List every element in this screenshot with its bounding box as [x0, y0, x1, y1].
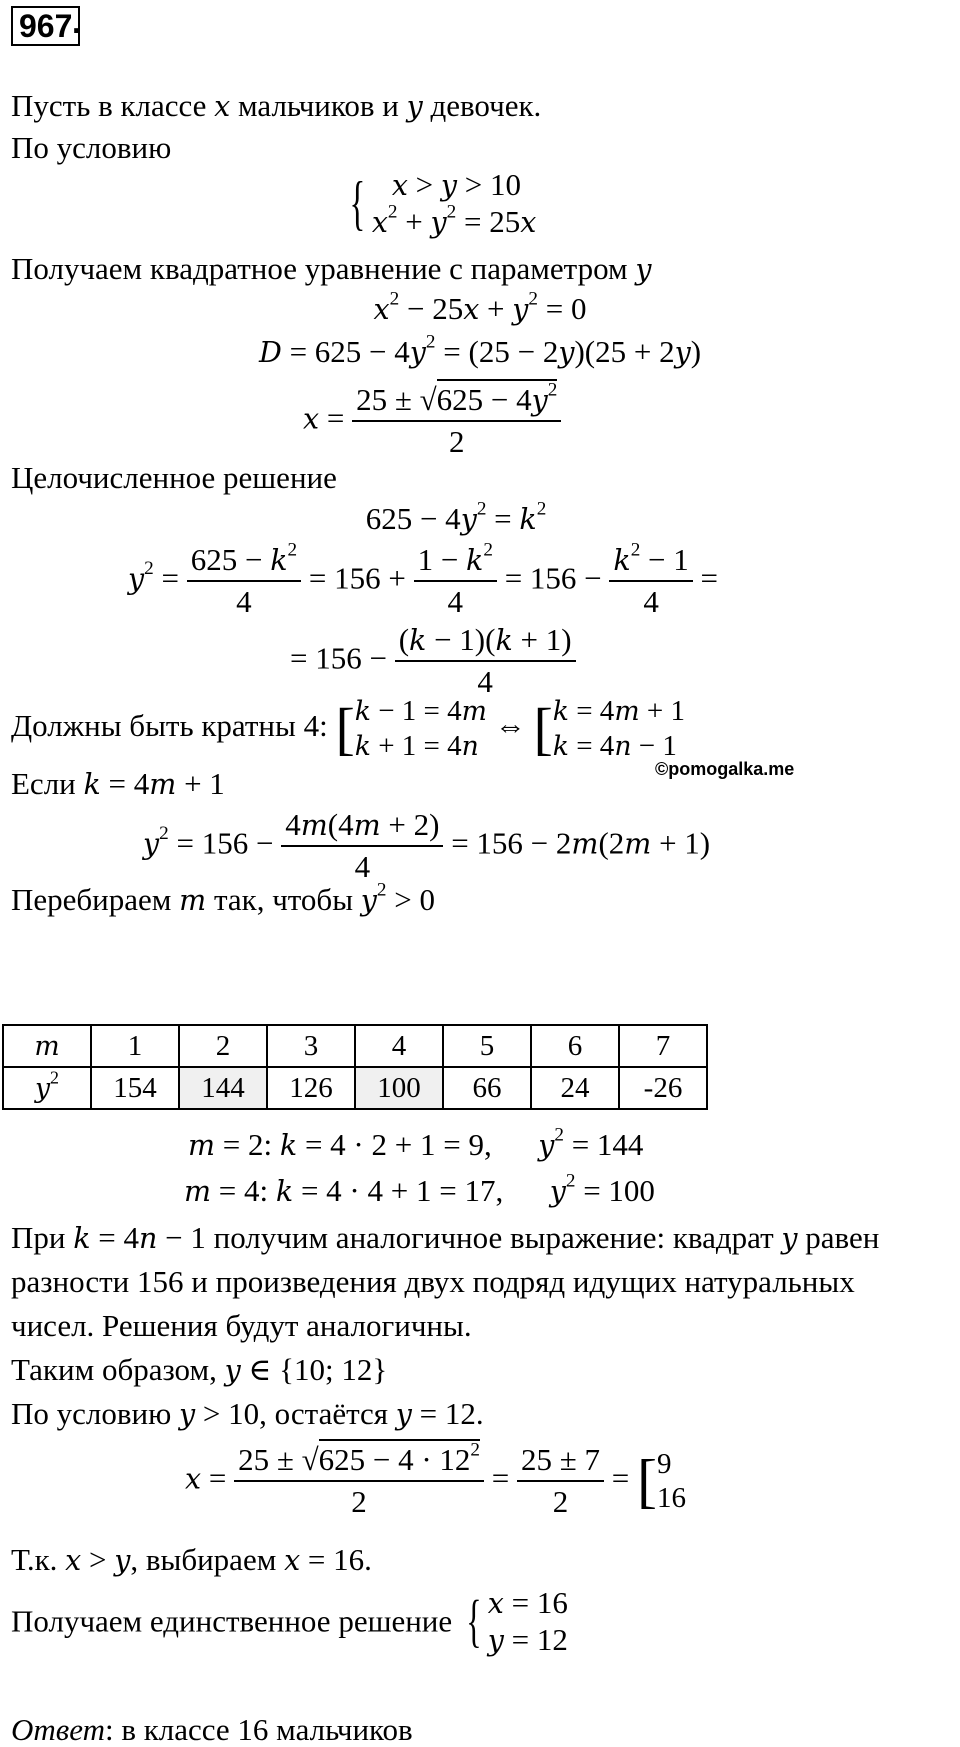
text-pust: Пусть в классе — [11, 88, 207, 123]
eq-quadratic: $x^2 - 25x + y^2 = 0$ — [373, 288, 587, 326]
table-cell: 5 — [443, 1025, 531, 1067]
text-quadratic: Получаем квадратное уравнение с параметром — [11, 251, 628, 286]
case-m4: m = 4: k = 4 · 4 + 1 = 17, $y^2 = 100$ — [184, 1170, 655, 1208]
text-remains: , остаётся — [259, 1396, 389, 1431]
table-cell: 24 — [531, 1067, 619, 1109]
text-thus: Таким образом, — [11, 1352, 217, 1387]
problem-number-dot: . — [72, 4, 81, 40]
text-when: При — [11, 1220, 66, 1255]
eq-x-final: x = $\frac{25 \pm √625 - 4 \cdot 12^2}{2}$ = $\frac{25 \pm 7}{2}$ = [ 9 16 — [185, 1439, 686, 1520]
table-cell: 154 — [91, 1067, 179, 1109]
answer-text: : в классе 16 мальчиков — [104, 1712, 413, 1747]
text-enumerate: Перебираем — [11, 882, 172, 917]
choose-line: Т.к. x > y, выбираем x = 16. — [11, 1542, 372, 1577]
table-cell: 2 — [179, 1025, 267, 1067]
eq-y2-m: $y^2 = 156$ − $\frac{4m(4m + 2)}{4}$ = 156 − 2m(2m + 1) — [143, 807, 711, 885]
enumerate-line: Перебираем m так, чтобы $y^2 > 0$ — [11, 879, 435, 917]
eq-discriminant: $D = 625 - 4y^2 = (25 - 2y)(25 + 2y)$ — [258, 331, 702, 369]
answer-label: Ответ — [11, 1712, 105, 1747]
case-n-line: При k = 4n − 1 получим аналогичное выражение: квадрат y равен — [11, 1220, 880, 1255]
text-by-condition: По условию — [11, 1396, 172, 1431]
case-n-line2: разности 156 и произведения двух подряд идущих натуральных — [11, 1264, 855, 1299]
divisibility-line: Должны быть кратны 4: [ k − 1 = 4m k + 1 = 4n ⇔ [ k = 4m + 1 k = 4n − 1 — [11, 695, 685, 762]
table-cell: 6 — [531, 1025, 619, 1067]
text-unique: Получаем единственное решение — [11, 1603, 453, 1639]
table-row — [3, 1025, 707, 1067]
text-divisible: Должны быть кратны 4: — [11, 707, 328, 743]
quadratic-line: Получаем квадратное уравнение с параметром y — [11, 251, 652, 286]
table-cell: 3 — [267, 1025, 355, 1067]
table-cell-highlighted: 144 — [179, 1067, 267, 1109]
condition-y: По условию y > 10, остаётся y = 12. — [11, 1396, 484, 1431]
condition-label: По условию — [11, 130, 172, 165]
text-analog: получим аналогичное выражение: квадрат — [213, 1220, 774, 1255]
problem-number: 967 — [11, 6, 80, 46]
case-n-line3: чисел. Решения будут аналогичны. — [11, 1308, 472, 1343]
text-boys: мальчиков и — [238, 88, 399, 123]
text-since: Т.к. — [11, 1542, 58, 1577]
watermark: ©pomogalka.me — [655, 759, 795, 779]
set-line: Таким образом, y ∈ {10; 12} — [11, 1352, 388, 1387]
table-cell: 126 — [267, 1067, 355, 1109]
text-equals: равен — [805, 1220, 880, 1255]
intro-line: Пусть в классе x мальчиков и y девочек. — [11, 88, 542, 123]
case-m-line: Если k = 4m + 1 — [11, 766, 225, 801]
table-cell-highlighted: 100 — [355, 1067, 443, 1109]
table-header-y2: $y^2$ — [3, 1067, 91, 1109]
table-cell: 66 — [443, 1067, 531, 1109]
text-so-that: так, чтобы — [213, 882, 354, 917]
table-header-m: m — [3, 1025, 91, 1067]
table-cell: 1 — [91, 1025, 179, 1067]
eq-y2-expand: $y^2$ = $\frac{625 - k^2}{4}$ = 156 + $\frac{1 - k^2}{4}$ = 156 − $\frac{k^2 - 1}{4}$ = — [128, 539, 719, 620]
integer-solution-label: Целочисленное решение — [11, 460, 337, 495]
eq-k-square: $625 - 4y^2 = k^2$ — [365, 498, 547, 536]
system-condition: { x > y > 10 $x^2 + y^2 = 25x$ — [349, 167, 537, 240]
table-row — [3, 1067, 707, 1109]
eq-roots: x = $\frac{25 \pm √625 - 4y^2}{2}$ — [303, 380, 561, 463]
table-cell: -26 — [619, 1067, 707, 1109]
values-table — [2, 1024, 708, 1110]
text-choose: , выбираем — [130, 1542, 277, 1577]
text-if: Если — [11, 766, 76, 801]
eq-y2-factored: = 156 − $\frac{(k - 1)(k + 1)}{4}$ — [290, 620, 576, 703]
unique-solution-line: Получаем единственное решение { x = 16 y = 12 — [11, 1585, 568, 1658]
table-cell: 7 — [619, 1025, 707, 1067]
text-girls: девочек. — [430, 88, 542, 123]
case-m2: m = 2: k = 4 · 2 + 1 = 9, $y^2 = 144$ — [188, 1124, 644, 1162]
answer-line — [11, 1714, 413, 1745]
table-cell: 4 — [355, 1025, 443, 1067]
